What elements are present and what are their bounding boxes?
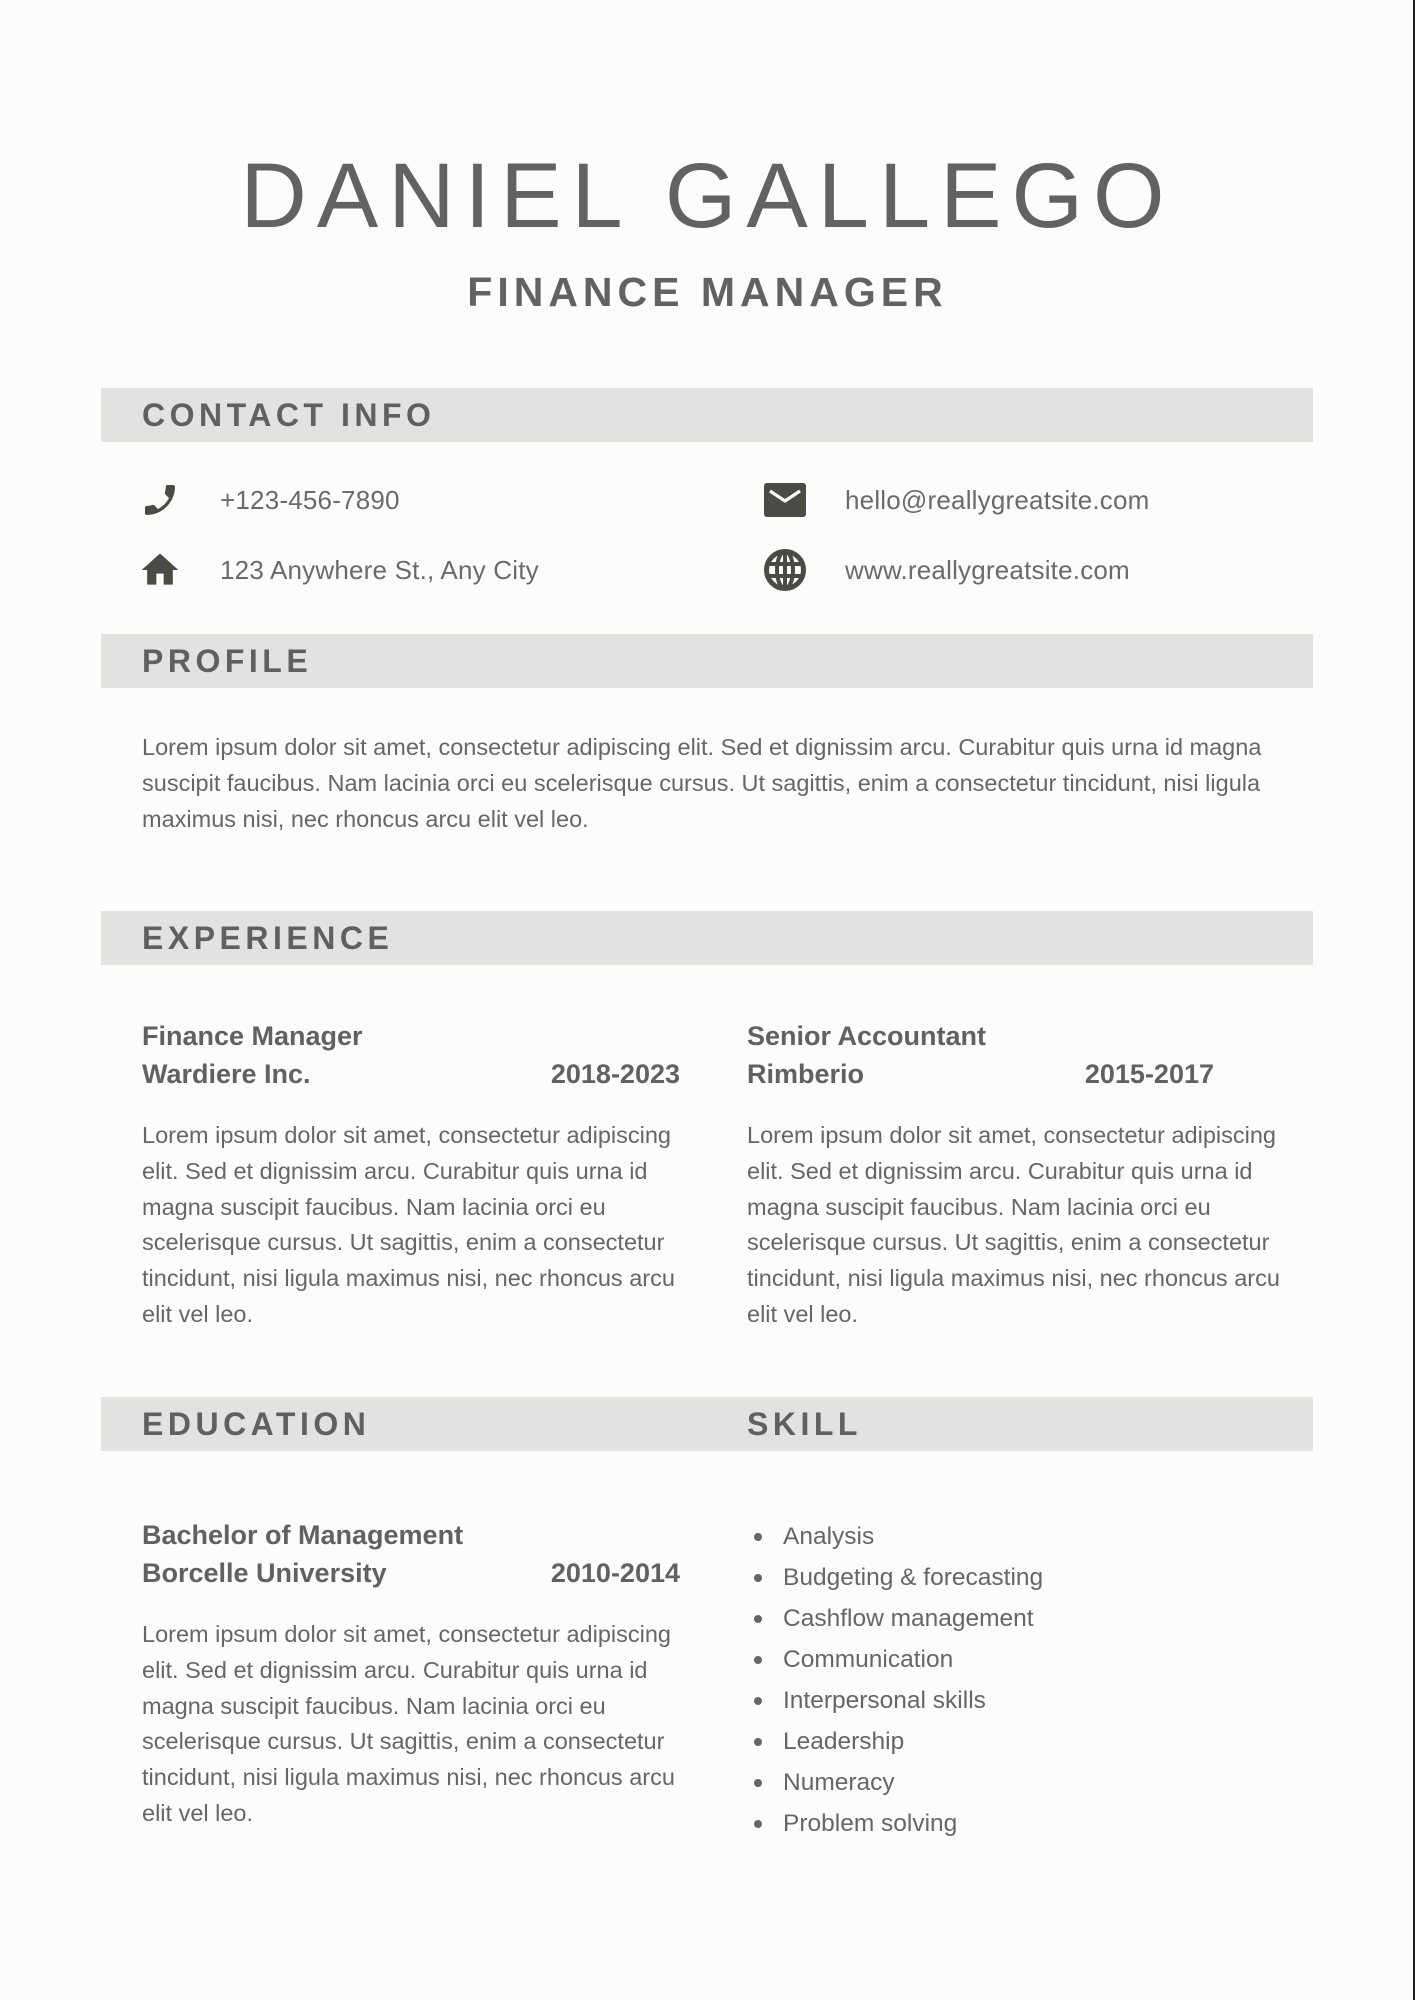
skill-item <box>748 1721 1043 1762</box>
education-heading: EDUCATION <box>142 1406 371 1442</box>
bullet-icon <box>754 1656 762 1664</box>
education-entry-header <box>142 1516 680 1592</box>
job-entry-header <box>747 1017 1214 1093</box>
job-role: Finance Manager <box>142 1021 363 1051</box>
job-company: Wardiere Inc. <box>142 1059 311 1089</box>
contact-heading: CONTACT INFO <box>142 397 436 433</box>
profile-section-header <box>101 634 1313 688</box>
job-years: 2018-2023 <box>550 1059 680 1089</box>
bullet-icon <box>754 1574 762 1582</box>
education-school: Borcelle University <box>142 1558 387 1588</box>
bullet-icon <box>754 1779 762 1787</box>
bullet-icon <box>754 1533 762 1541</box>
home-icon <box>138 548 182 592</box>
email-link[interactable]: hello@reallygreatsite.com <box>845 484 1150 515</box>
website-link[interactable]: www.reallygreatsite.com <box>845 554 1130 585</box>
skill-label: Numeracy <box>783 1769 895 1796</box>
bullet-icon <box>754 1615 762 1623</box>
profile-text: Lorem ipsum dolor sit amet, consectetur adipiscing elit. Sed et dignissim arcu. Curabitur quis urna id magna suscipit faucibus. Nam lacinia orci eu scelerisque cursus. Ut sagittis, enim a consectetur tincidunt, nisi ligula maximus nisi, nec rhoncus arcu elit vel leo. <box>142 734 1262 832</box>
skill-item <box>748 1762 1043 1803</box>
job-company: Rimberio <box>747 1059 865 1089</box>
skill-item <box>748 1557 1043 1598</box>
skill-label: Leadership <box>783 1728 905 1755</box>
skill-label: Communication <box>783 1646 954 1673</box>
contact-phone <box>138 478 400 522</box>
contact-section-header <box>101 388 1313 442</box>
globe-icon <box>763 548 807 592</box>
skill-item <box>748 1639 1043 1680</box>
contact-email <box>763 478 1150 522</box>
skills-list <box>748 1516 1043 1844</box>
education-skill-section-header <box>101 1397 1313 1451</box>
contact-address <box>138 548 539 592</box>
skill-item <box>748 1598 1043 1639</box>
job-description: Lorem ipsum dolor sit amet, consectetur adipiscing elit. Sed et dignissim arcu. Curabitur quis urna id magna suscipit faucibus. Nam lacinia orci eu scelerisque cursus. Ut sagittis, enim a consectetur tincidunt, nisi ligula maximus nisi, nec rhoncus arcu elit vel leo. <box>747 1122 1280 1327</box>
education-degree: Bachelor of Management <box>142 1520 464 1550</box>
profile-heading: PROFILE <box>142 643 313 679</box>
address-text: 123 Anywhere St., Any City <box>220 554 539 585</box>
education-years: 2010-2014 <box>550 1558 680 1588</box>
bullet-icon <box>754 1820 762 1828</box>
job-years: 2015-2017 <box>1084 1059 1214 1089</box>
job-role: Senior Accountant <box>747 1021 987 1051</box>
skill-item <box>748 1516 1043 1557</box>
skill-item <box>748 1803 1043 1844</box>
job-title: FINANCE MANAGER <box>467 269 948 315</box>
education-description: Lorem ipsum dolor sit amet, consectetur adipiscing elit. Sed et dignissim arcu. Curabitur quis urna id magna suscipit faucibus. Nam lacinia orci eu scelerisque cursus. Ut sagittis, enim a consectetur tincidunt, nisi ligula maximus nisi, nec rhoncus arcu elit vel leo. <box>142 1621 675 1826</box>
experience-heading: EXPERIENCE <box>142 920 394 956</box>
job-entry-header <box>142 1017 680 1093</box>
bullet-icon <box>754 1738 762 1746</box>
phone-icon <box>138 478 182 522</box>
experience-section-header <box>101 911 1313 965</box>
contact-website <box>763 548 1130 592</box>
mail-icon <box>763 478 807 522</box>
skill-label: Analysis <box>783 1523 875 1550</box>
skill-label: Budgeting & forecasting <box>783 1564 1044 1591</box>
skill-label: Problem solving <box>783 1810 958 1837</box>
phone-text: +123-456-7890 <box>220 484 400 515</box>
bullet-icon <box>754 1697 762 1705</box>
skill-label: Cashflow management <box>783 1605 1034 1632</box>
skill-heading: SKILL <box>747 1406 862 1442</box>
skill-item <box>748 1680 1043 1721</box>
job-description: Lorem ipsum dolor sit amet, consectetur adipiscing elit. Sed et dignissim arcu. Curabitur quis urna id magna suscipit faucibus. Nam lacinia orci eu scelerisque cursus. Ut sagittis, enim a consectetur tincidunt, nisi ligula maximus nisi, nec rhoncus arcu elit vel leo. <box>142 1122 675 1327</box>
skill-label: Interpersonal skills <box>783 1687 986 1714</box>
candidate-name: DANIEL GALLEGO <box>240 145 1175 247</box>
